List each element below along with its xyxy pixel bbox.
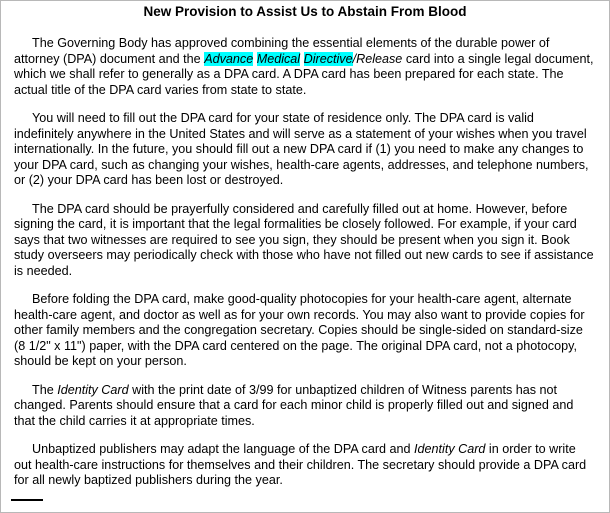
highlighted-term-medical: Medical — [256, 51, 301, 66]
italic-term-identity-card: Identity Card — [57, 382, 129, 397]
highlighted-term-advance: Advance — [204, 51, 254, 66]
paragraph-text: card into a single legal document, which we shall refer to generally as a DPA card. A DPA card has been prepared for each state. The actual title of the DPA card varies from state to state. — [14, 51, 594, 97]
footnote-separator-rule — [11, 499, 43, 501]
paragraph-text: with the print date of 3/99 for unbaptized children of Witness parents has not changed. Parents should ensure that a card for each minor child is properly filled out and signed and that the child carries it at appropriate times. — [14, 382, 574, 428]
paragraph-photocopies: Before folding the DPA card, make good-quality photocopies for your health-care agent, alternate health-care agent, and doctor as well as for your own records. You may also want to provide copies for other family members and the congregation secretary. Copies should be single-sided on standard-size (8 1/2" x 11") paper, with the DPA card centered on the page. The original DPA card, not a photocopy, should be kept on your person. — [14, 292, 585, 368]
italic-term-identity-card: Identity Card — [414, 442, 486, 456]
italic-term-release: /Release — [352, 51, 403, 66]
paragraph-dpa-intro — [14, 36, 596, 98]
paragraph-unbaptized-publishers — [14, 442, 596, 489]
paragraph-text: The Governing Body has approved combining the essential elements of the durable power of attorney (DPA) document and the — [14, 36, 550, 66]
paragraph-text: The — [32, 382, 58, 397]
paragraph-state-residence: You will need to fill out the DPA card for your state of residence only. The DPA card is valid indefinitely anywhere in the United States and will serve as a statement of your wishes when you travel internationally. In the future, you should fill out a new DPA card if (1) you need to make any changes to your DPA card, such as changing your wishes, health-care agents, addresses, and telephone numbers, or (2) your DPA card has been lost or destroyed. — [14, 111, 589, 187]
paragraph-fill-out-at-home: The DPA card should be prayerfully considered and carefully filled out at home. However, before signing the card, it is important that the legal formalities be closely followed. For example, if your card says that two witnesses are required to see you sign, they should be present when you sign it. Book study overseers may periodically check with those who have not filled out new cards to see if assistance is needed. — [14, 201, 594, 278]
paragraph-identity-card — [14, 383, 596, 430]
paragraph-text: in order to write out health-care instructions for themselves and their children. The secretary should provide a DPA card for all newly baptized publishers during the year. — [14, 442, 587, 487]
document-title: New Provision to Assist Us to Abstain From Blood — [143, 4, 467, 19]
document-body — [14, 36, 596, 502]
highlighted-term-directive: Directive — [303, 51, 353, 66]
paragraph-text: Unbaptized publishers may adapt the language of the DPA card and — [32, 442, 415, 456]
